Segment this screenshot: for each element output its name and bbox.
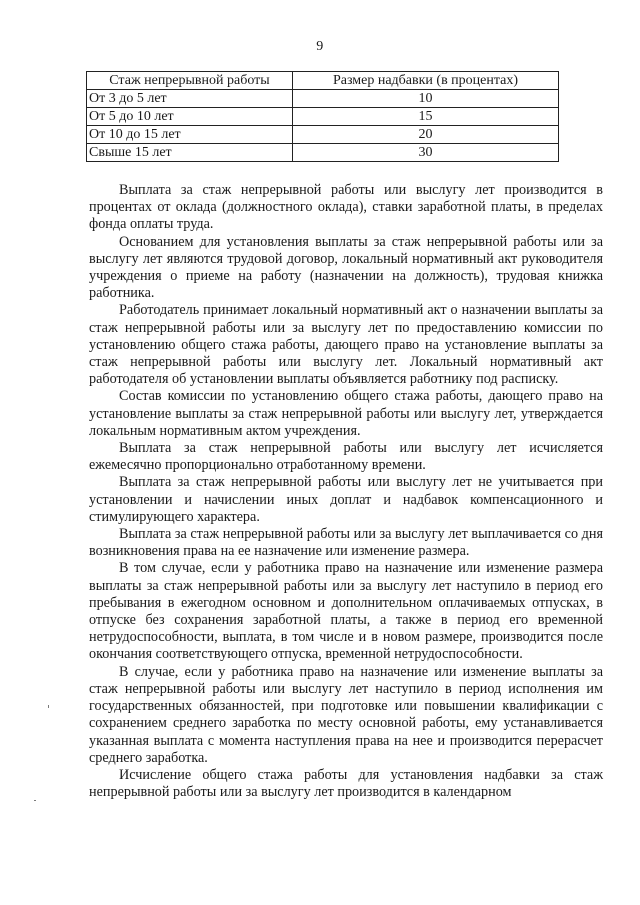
paragraph: Выплата за стаж непрерывной работы или выслугу лет исчисляется ежемесячно пропорционально отработанному времени.	[89, 440, 603, 474]
paragraph: Выплата за стаж непрерывной работы или выслугу лет производится в процентах от оклада (должностного оклада), ставки заработной платы, в пределах фонда оплаты труда.	[89, 182, 603, 233]
paragraph: Состав комиссии по установлению общего стажа работы, дающего право на установление выплаты за стаж непрерывной работы или выслугу лет, утверждается локальным нормативным актом учреждения.	[89, 388, 603, 439]
table-cell: От 3 до 5 лет	[87, 90, 293, 108]
table-cell: 15	[293, 108, 559, 126]
table-cell: Свыше 15 лет	[87, 144, 293, 162]
allowance-table	[86, 71, 559, 162]
table-cell: От 10 до 15 лет	[87, 126, 293, 144]
table-row	[87, 126, 559, 144]
paragraph: В том случае, если у работника право на назначение или изменение размера выплаты за стаж непрерывной работы или за выслугу лет наступило в период его пребывания в ежегодном основном и дополнительном оплачиваемых отпусках, в отпуске без сохранения заработной платы, а также в период его временной нетрудоспособности, выплата, в том числе и в новом размере, производится после окончания соответствующего отпуска, временной нетрудоспособности.	[89, 560, 603, 663]
table-row	[87, 144, 559, 162]
table-cell: От 5 до 10 лет	[87, 108, 293, 126]
paragraph: Выплата за стаж непрерывной работы или за выслугу лет выплачивается со дня возникновения права на ее назначение или изменение размера.	[89, 526, 603, 560]
table-cell: 10	[293, 90, 559, 108]
table-cell: 20	[293, 126, 559, 144]
table-row	[87, 108, 559, 126]
table-cell: 30	[293, 144, 559, 162]
body-text	[89, 182, 603, 801]
paragraph: Основанием для установления выплаты за стаж непрерывной работы или за выслугу лет являются трудовой договор, локальный нормативный акт руководителя учреждения о приеме на работу (назначении на должность), трудовая книжка работника.	[89, 233, 603, 302]
paragraph: Выплата за стаж непрерывной работы или выслугу лет не учитывается при установлении и начислении иных доплат и надбавок компенсационного и стимулирующего характера.	[89, 474, 603, 525]
paragraph: Исчисление общего стажа работы для установления надбавки за стаж непрерывной работы или за выслугу лет производится в календарном	[89, 766, 603, 801]
paragraph: Работодатель принимает локальный нормативный акт о назначении выплаты за стаж непрерывной работы или за выслугу лет по предоставлению комиссии по установлению общего стажа работы, дающего право на установление выплаты за стаж непрерывной работы или выслугу лет. Локальный нормативный акт работодателя об установлении выплаты объявляется работнику под расписку.	[89, 302, 603, 388]
table-header-cell: Стаж непрерывной работы	[87, 72, 293, 90]
table-header-row	[87, 72, 559, 90]
scan-speck	[34, 800, 36, 801]
page-number: 9	[316, 39, 324, 54]
paragraph: В случае, если у работника право на назначение или изменение выплаты за стаж непрерывной работы или выслугу лет наступило в период исполнения им государственных обязанностей, при подготовке или повышении квалификации с сохранением среднего заработка по месту основной работы, ему устанавливается указанная выплата с момента наступления права на нее и производится перерасчет среднего заработка.	[89, 663, 603, 766]
scan-speck	[48, 705, 49, 708]
table-header-cell: Размер надбавки (в процентах)	[293, 72, 559, 90]
table-row	[87, 90, 559, 108]
